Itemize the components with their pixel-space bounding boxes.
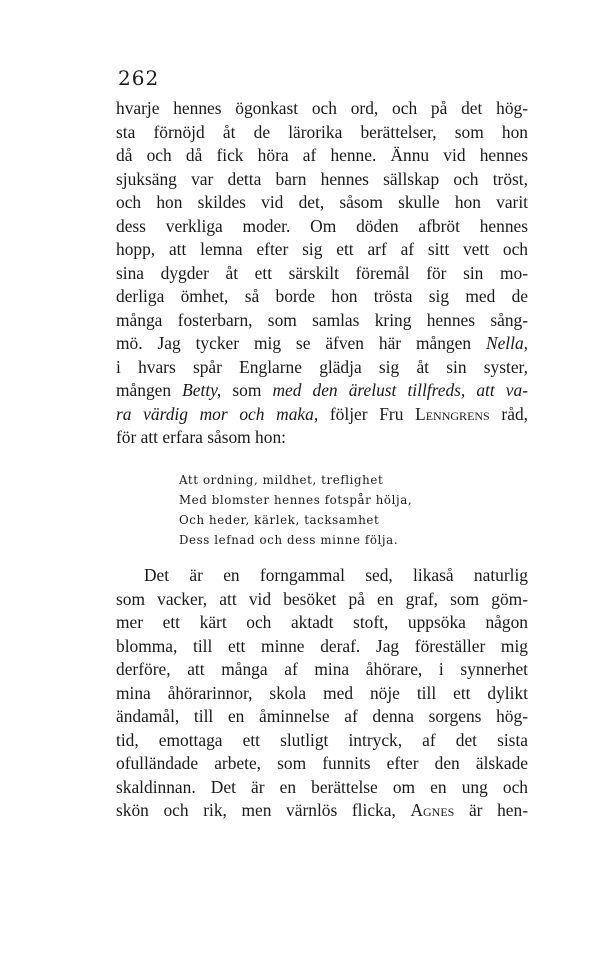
poem-quote <box>179 470 412 550</box>
text-line: derliga ömhet, så borde hon trösta sig med de <box>116 286 528 306</box>
name-betty: Betty, <box>182 380 222 400</box>
text-line: skaldinnan. Det är en berättelse om en ung och <box>116 776 528 797</box>
text-line: sta förnöjd åt de lärorika berättelser, som hon <box>116 121 528 142</box>
text-line: och hon skildes vid det, såsom skulle hon varit <box>116 192 528 212</box>
text-line: derföre, att många af mina åhörare, i synnerhet <box>116 659 528 679</box>
text-line: skön och rik, men värnlös flicka, Agnes är hen- <box>116 800 528 820</box>
text-line: mer ett kärt och aktadt stoft, uppsöka någon <box>116 612 528 632</box>
name-nella: Nella, <box>485 333 528 353</box>
text-line: mången Betty, som med den ärelust tillfreds, att va- <box>116 380 528 400</box>
paragraph-2 <box>116 564 528 823</box>
poem-verse: Att ordning, mildhet, treflighet <box>179 473 384 487</box>
paragraph-1 <box>116 97 528 450</box>
text-line: tid, emottaga ett slutligt intryck, af det sista <box>116 729 528 750</box>
text-line: som vacker, att vid besöket på en graf, som göm- <box>116 588 528 609</box>
text-line: Det är en forngammal sed, likaså naturlig <box>144 565 528 585</box>
page-number: 262 <box>118 66 160 90</box>
text-line: ändamål, till en åminnelse af denna sorgens hög- <box>116 706 528 726</box>
text-line: då och då fick höra af henne. Ännu vid hennes <box>116 145 528 165</box>
text-line: ra värdig mor och maka, följer Fru Lenngrens råd, <box>116 403 528 424</box>
poem-verse: Med blomster hennes fotspår hölja, <box>179 493 413 507</box>
text-line: dess verkliga moder. Om döden afbröt hennes <box>116 215 528 236</box>
text-line: blomma, till ett minne deraf. Jag föreställer mig <box>116 635 528 656</box>
text-line: ofulländade arbete, som funnits efter den älskade <box>116 753 528 773</box>
text-line: i hvars spår Englarne glädja sig åt sin syster, <box>116 356 528 377</box>
text-line: mina åhörarinnor, skola med nöje till ett dylikt <box>116 682 528 703</box>
italic-quote: med den ärelust tillfreds, att va- <box>272 380 528 400</box>
text-line: hvarje hennes ögonkast och ord, och på det hög- <box>116 98 528 118</box>
text-line: många fosterbarn, som samlas kring hennes sång- <box>116 309 528 330</box>
text-line: sina dygder åt ett särskilt föremål för sin mo- <box>116 262 528 283</box>
name-lenngren: Lenngrens <box>415 403 490 424</box>
poem-verse: Dess lefnad och dess minne följa. <box>179 533 399 547</box>
text-line: hopp, att lemna efter sig ett arf af sitt vett och <box>116 239 528 259</box>
text-line: mö. Jag tycker mig se äfven här mången Nella, <box>116 333 528 353</box>
name-agnes: Agnes <box>410 800 455 820</box>
italic-quote: ra värdig mor och maka, <box>116 403 319 424</box>
text-line: för att erfara såsom hon: <box>116 427 286 447</box>
poem-verse: Och heder, kärlek, tacksamhet <box>179 513 380 527</box>
text-line: sjuksäng var detta barn hennes sällskap och tröst, <box>116 168 528 189</box>
